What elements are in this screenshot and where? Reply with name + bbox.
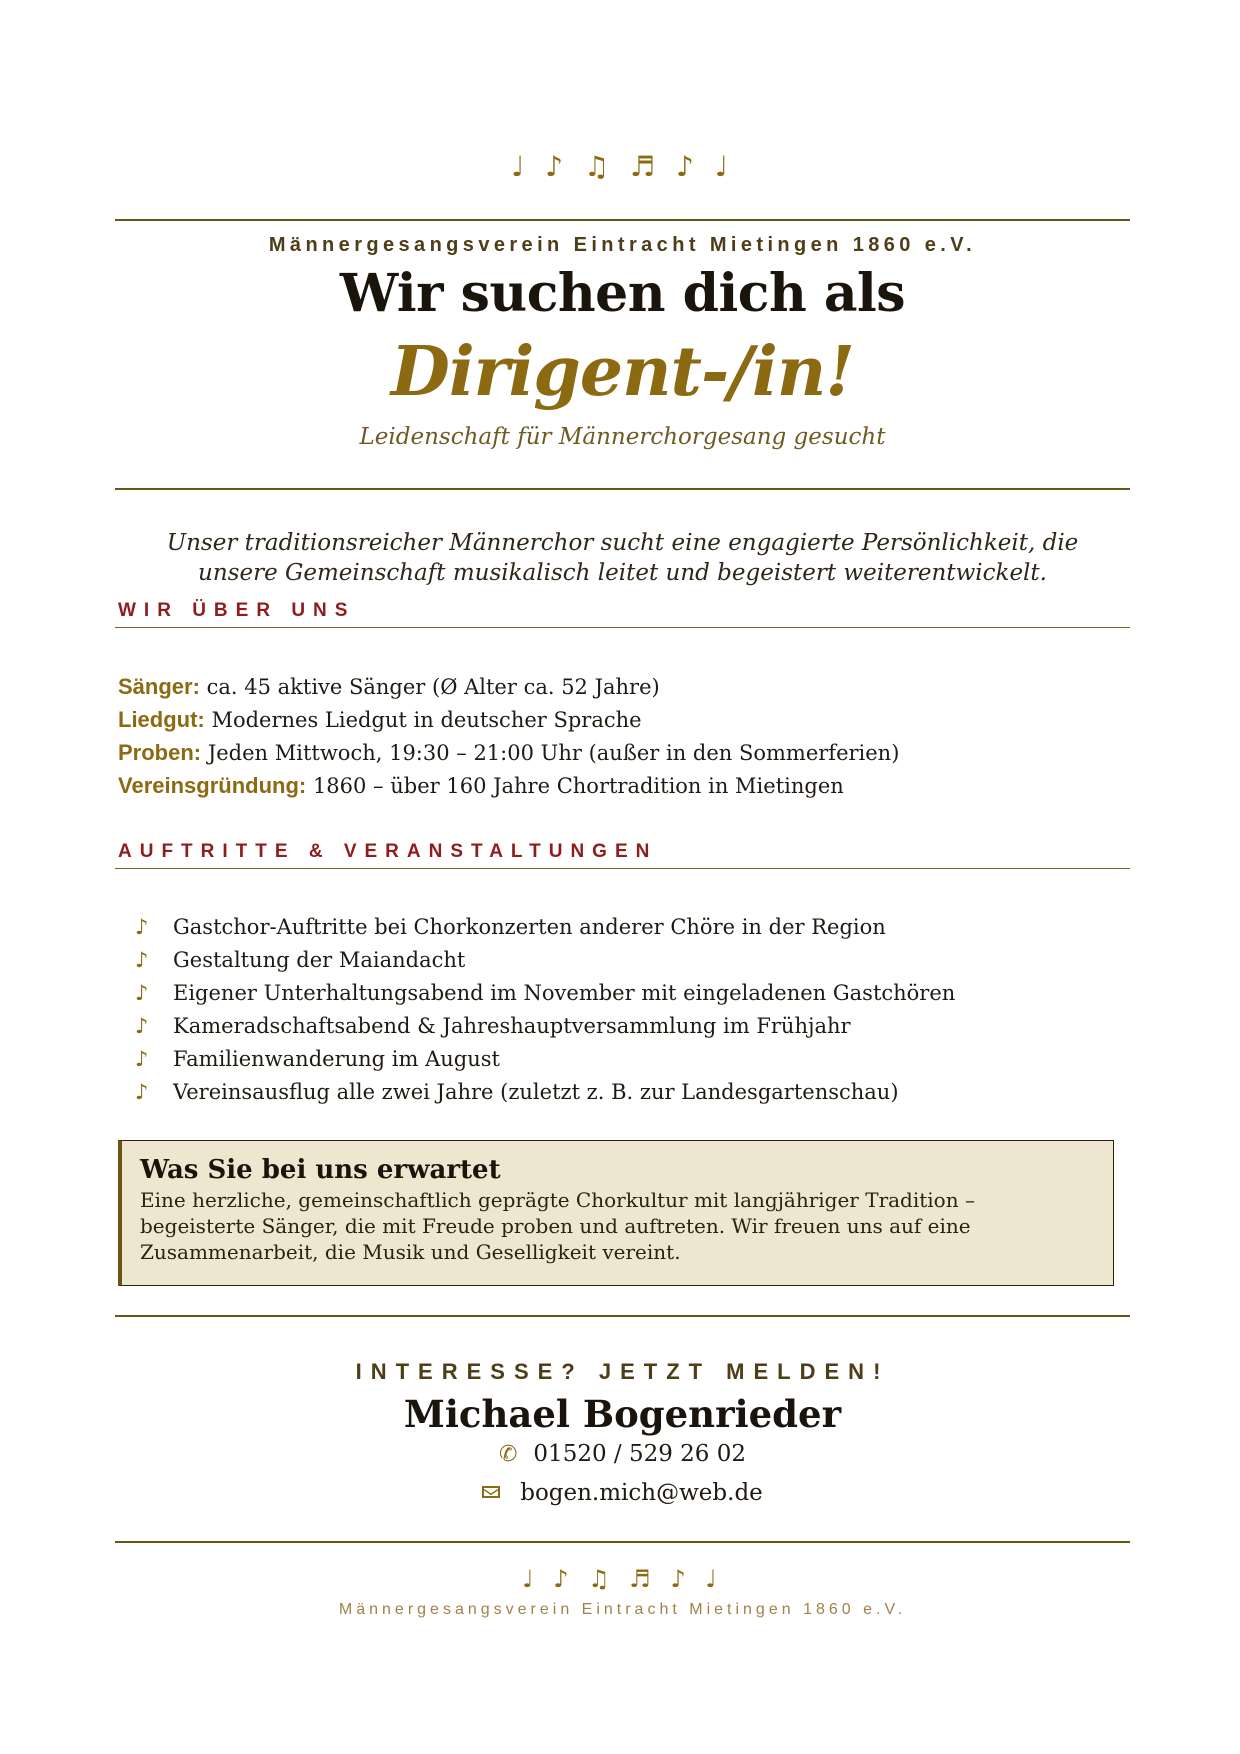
section-underline bbox=[115, 868, 1130, 869]
contact-phone bbox=[115, 1441, 1130, 1467]
callout-body: Eine herzliche, gemeinschaftlich geprägte Chorkultur mit langjähriger Tradition – begeisterte Sänger, die mit Freude proben und auftreten. Wir freuen uns auf eine Zusammenarbeit, die Musik und Geselligkeit vereint. bbox=[140, 1188, 975, 1264]
music-note-icon: ♪ bbox=[135, 1080, 149, 1104]
about-facts bbox=[118, 670, 1118, 802]
list-item: ♪ Eigener Unterhaltungsabend im November mit eingeladenen Gastchören bbox=[135, 977, 1115, 1010]
section-heading-events: AUFTRITTE & VERANSTALTUNGEN bbox=[118, 841, 658, 862]
section-heading-about: WIR ÜBER UNS bbox=[118, 600, 356, 621]
list-item: ♪ Familienwanderung im August bbox=[135, 1043, 1115, 1076]
callout-title: Was Sie bei uns erwartet bbox=[140, 1155, 501, 1185]
phone-number[interactable]: 01520 / 529 26 02 bbox=[533, 1441, 747, 1467]
fact-label: Proben: bbox=[118, 740, 202, 765]
music-note-icon: ♪ bbox=[135, 948, 149, 972]
expectations-callout bbox=[118, 1140, 1114, 1286]
music-note-icon: ♪ bbox=[135, 1014, 149, 1038]
tagline: Leidenschaft für Männerchorgesang gesucht bbox=[359, 424, 886, 450]
music-notes-decoration: ♩ ♪ ♫ ♬ ♪ ♩ bbox=[511, 150, 734, 183]
list-item: ♪ Gestaltung der Maiandacht bbox=[135, 944, 1115, 977]
list-item: ♪ Gastchor-Auftritte bei Chorkonzerten anderer Chöre in der Region bbox=[135, 911, 1115, 944]
fact-value: 1860 – über 160 Jahre Chortradition in Mietingen bbox=[312, 774, 844, 798]
fact-value: Jeden Mittwoch, 19:30 – 21:00 Uhr (außer in den Sommerferien) bbox=[207, 741, 900, 765]
section-underline bbox=[115, 627, 1130, 628]
fact-rehearsals bbox=[118, 736, 1118, 769]
list-item: ♪ Kameradschaftsabend & Jahreshauptversammlung im Frühjahr bbox=[135, 1010, 1115, 1043]
footer-organization-name: Männergesangsverein Eintracht Mietingen 1860 e.V. bbox=[338, 1601, 907, 1618]
phone-icon: ✆ bbox=[498, 1442, 518, 1467]
email-address[interactable]: bogen.mich@web.de bbox=[520, 1480, 763, 1506]
list-item: ♪ Vereinsausflug alle zwei Jahre (zuletzt z. B. zur Landesgartenschau) bbox=[135, 1076, 1115, 1109]
music-note-icon: ♪ bbox=[135, 915, 149, 939]
call-to-action: INTERESSE? JETZT MELDEN! bbox=[355, 1359, 890, 1384]
fact-repertoire bbox=[118, 703, 1118, 736]
events-list bbox=[135, 911, 1115, 1109]
contact-email bbox=[115, 1480, 1130, 1506]
music-notes-decoration: ♩ ♪ ♫ ♬ ♪ ♩ bbox=[522, 1565, 723, 1593]
headline: Wir suchen dich als bbox=[339, 263, 906, 324]
fact-label: Liedgut: bbox=[118, 707, 205, 732]
divider bbox=[115, 488, 1130, 490]
music-note-icon: ♪ bbox=[135, 981, 149, 1005]
fact-value: Modernes Liedgut in deutscher Sprache bbox=[211, 708, 642, 732]
fact-value: ca. 45 aktive Sänger (Ø Alter ca. 52 Jahre) bbox=[206, 675, 660, 699]
role-title: Dirigent-/in! bbox=[390, 332, 855, 412]
divider bbox=[115, 1541, 1130, 1543]
music-note-icon: ♪ bbox=[135, 1047, 149, 1071]
organization-name: Männergesangsverein Eintracht Mietingen 1860 e.V. bbox=[268, 234, 977, 256]
fact-singers bbox=[118, 670, 1118, 703]
intro-text: Unser traditionsreicher Männerchor sucht eine engagierte Persönlichkeit, die unsere Gemeinschaft musikalisch leitet und begeistert weiterentwickelt. bbox=[166, 530, 1079, 586]
envelope-icon bbox=[482, 1486, 500, 1498]
fact-founding bbox=[118, 769, 1118, 802]
divider bbox=[115, 219, 1130, 221]
fact-label: Vereinsgründung: bbox=[118, 773, 307, 798]
contact-name: Michael Bogenrieder bbox=[403, 1392, 842, 1436]
fact-label: Sänger: bbox=[118, 674, 200, 699]
divider bbox=[115, 1315, 1130, 1317]
